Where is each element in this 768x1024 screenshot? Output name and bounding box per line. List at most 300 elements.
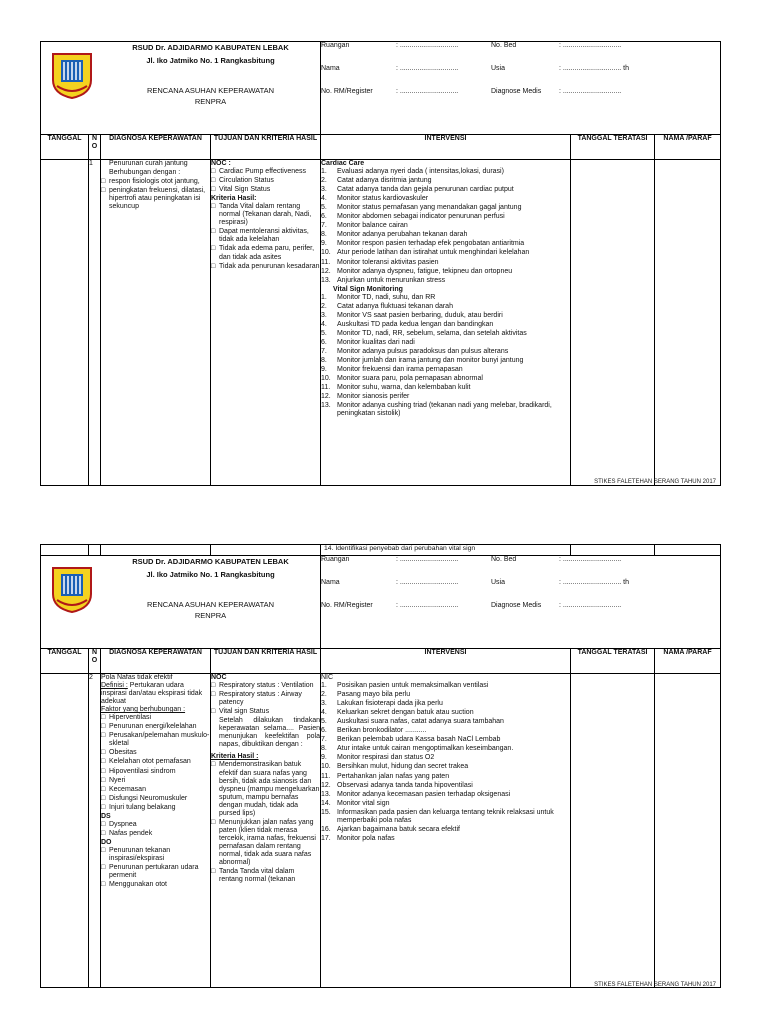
hospital-logo-icon <box>49 50 95 100</box>
nic-item-number: 11. <box>321 772 331 780</box>
cardiac-care-item-text: Monitor status kardiovaskuler <box>337 195 429 203</box>
rm-field[interactable]: : .............................. <box>396 602 459 609</box>
nic-item <box>321 709 570 717</box>
vital-sign-item-number: 1. <box>321 293 327 301</box>
cardiac-care-item <box>321 222 570 230</box>
cardiac-care-item <box>321 268 570 276</box>
checkbox-icon: □ <box>101 864 106 872</box>
cardiac-care-item-text: Atur periode latihan dan istirahat untuk menghindari kelelahan <box>337 249 530 257</box>
checkbox-icon: □ <box>101 749 106 757</box>
vital-sign-item <box>321 384 570 392</box>
noc-item-text: Cardiac Pump effectiveness <box>219 168 307 176</box>
nic-item-text: Monitor pola nafas <box>337 834 395 842</box>
vital-sign-item <box>321 357 570 365</box>
diagnosa-item-text: peningkatan frekuensi, dilatasi, hipertrofi atau peningkatan isi sekuncup <box>109 187 206 211</box>
checkbox-icon: □ <box>101 767 106 775</box>
do-item <box>101 847 210 863</box>
cardiac-care-item <box>321 277 570 285</box>
definisi-label: Definisi : <box>101 682 128 690</box>
faktor-item-text: Obesitas <box>109 749 137 757</box>
patient-info <box>321 42 721 135</box>
nic-item-number: 16. <box>321 825 331 833</box>
diagnosa-item <box>101 187 210 211</box>
noc-item-text: Respiratory status : Ventilation <box>219 682 314 690</box>
cardiac-care-item-number: 1. <box>321 168 327 176</box>
cardiac-care-item-number: 12. <box>321 267 331 275</box>
nic-item <box>321 718 570 726</box>
cardiac-care-item-text: Monitor balance cairan <box>337 222 408 230</box>
checkbox-icon: □ <box>211 203 216 211</box>
do-label: DO <box>101 838 112 846</box>
col-diagnosa: DIAGNOSA KEPERAWATAN <box>101 649 211 674</box>
col-diagnosa: DIAGNOSA KEPERAWATAN <box>101 135 211 160</box>
cell-no: 1 <box>89 160 101 486</box>
ruangan-label: Ruangan <box>321 42 350 49</box>
checkbox-icon: □ <box>101 846 106 854</box>
faktor-item-text: Injuri tulang belakang <box>109 803 176 811</box>
footer-2: STIKES FALETEHAN SERANG TAHUN 2017 <box>594 982 716 988</box>
checkbox-icon: □ <box>211 177 216 185</box>
bed-label: No. Bed <box>491 42 517 49</box>
bed-field[interactable]: : .............................. <box>559 42 622 49</box>
diagnosa-item <box>101 169 210 177</box>
nic-title: NIC <box>321 674 334 681</box>
cell-intervensi <box>321 160 571 486</box>
carry-cell-1 <box>41 545 89 556</box>
kriteria-item <box>211 761 320 817</box>
noc-item <box>211 177 320 185</box>
col-no: N O <box>89 135 101 160</box>
cardiac-care-item <box>321 195 570 203</box>
faktor-item-text: Hiperventilasi <box>109 714 152 722</box>
vital-sign-item-text: Monitor adanya cushing triad (tekanan nadi yang melebar, bradikardi, peningkatan sistolik) <box>337 402 552 418</box>
nic-item <box>321 736 570 744</box>
cardiac-care-item-number: 8. <box>321 231 327 239</box>
hospital-name: RSUD Dr. ADJIDARMO KABUPATEN LEBAK <box>132 557 289 566</box>
cell-tanggal-teratasi[interactable] <box>571 160 655 486</box>
diagnose-label: Diagnose Medis <box>491 88 542 95</box>
col-tanggal-teratasi: TANGGAL TERATASI <box>571 135 655 160</box>
hospital-logo-icon <box>49 564 95 614</box>
usia-label: Usia <box>491 65 506 72</box>
faktor-item <box>101 749 210 757</box>
vital-sign-item <box>321 294 570 302</box>
nic-item-text: Pertahankan jalan nafas yang paten <box>337 772 450 780</box>
faktor-item <box>101 804 210 812</box>
faktor-item-text: Disfungsi Neuromuskuler <box>109 794 188 802</box>
faktor-item <box>101 777 210 785</box>
faktor-label: Faktor yang berhubungan : <box>101 706 186 714</box>
noc-item <box>211 186 320 194</box>
vital-sign-item-text: Monitor VS saat pasien berbaring, duduk, atau berdiri <box>337 311 503 319</box>
cell-tujuan <box>211 160 321 486</box>
nic-item-text: Auskultasi suara nafas, catat adanya suara tambahan <box>337 718 504 726</box>
kriteria-item <box>211 819 320 867</box>
carry-cell-2 <box>89 545 101 556</box>
nic-item-text: Keluarkan sekret dengan batuk atau suction <box>337 709 474 717</box>
faktor-item-text: Kelelahan otot pernafasan <box>109 758 191 766</box>
cardiac-care-item-text: Monitor toleransi aktivitas pasien <box>337 258 439 266</box>
nic-item-text: Monitor respirasi dan status O2 <box>337 754 435 762</box>
vital-sign-item-text: Monitor suhu, warna, dan kelembaban kulit <box>337 384 471 392</box>
ruangan-field[interactable]: : .............................. <box>396 556 459 563</box>
vital-sign-item-number: 6. <box>321 338 327 346</box>
col-tanggal: TANGGAL <box>41 649 89 674</box>
cell-intervensi <box>321 674 571 988</box>
cell-tanggal[interactable] <box>41 160 89 486</box>
faktor-item-text: Hipoventilasi sindrom <box>109 767 176 775</box>
cardiac-care-item-number: 2. <box>321 177 327 185</box>
col-no: N O <box>89 649 101 674</box>
ds-item-text: Nafas pendek <box>109 829 153 837</box>
vital-sign-item <box>321 330 570 338</box>
checkbox-icon: □ <box>211 691 216 699</box>
vital-sign-item-text: Catat adanya fluktuasi tekanan darah <box>337 302 453 310</box>
nic-item-text: Observasi adanya tanda tanda hipoventilasi <box>337 781 473 789</box>
cell-diagnosa <box>101 674 211 988</box>
carry-cell-7 <box>655 545 721 556</box>
cardiac-care-item-number: 9. <box>321 240 327 248</box>
vital-sign-item-number: 3. <box>321 311 327 319</box>
nic-item-text: Berikan pelembab udara Kassa basah NaCl Lembab <box>337 736 501 744</box>
nic-item <box>321 809 570 825</box>
vital-sign-item <box>321 321 570 329</box>
kriteria-title: Kriteria Hasil : <box>211 753 259 761</box>
ds-item <box>101 830 210 838</box>
usia-field[interactable]: : .............................. th <box>559 65 630 72</box>
checkbox-icon <box>101 169 109 177</box>
checkbox-icon: □ <box>101 714 106 722</box>
diagnosa-item <box>101 160 210 168</box>
vital-sign-item <box>321 339 570 347</box>
nic-item <box>321 691 570 699</box>
nic-item-text: Bersihkan mulut, hidung dan secret trakea <box>337 763 469 771</box>
cardiac-care-item-text: Monitor adanya dyspneu, fatigue, tekipneu dan ortopneu <box>337 267 513 275</box>
vital-sign-item <box>321 393 570 401</box>
vital-sign-item-text: Monitor frekuensi dan irama pernapasan <box>337 366 463 374</box>
form-sheet-2 <box>40 544 720 988</box>
cardiac-care-item-number: 5. <box>321 204 327 212</box>
doc-title-2: RENPRA <box>194 611 227 620</box>
cardiac-care-item <box>321 168 570 176</box>
cardiac-care-item-text: Catat adanya disritmia jantung <box>337 177 432 185</box>
nic-item <box>321 763 570 771</box>
usia-label: Usia <box>491 579 506 586</box>
doc-title-1: RENCANA ASUHAN KEPERAWATAN <box>146 600 275 609</box>
doc-title-2: RENPRA <box>194 97 227 106</box>
checkbox-icon: □ <box>101 794 106 802</box>
cardiac-care-item-text: Monitor status pernafasan yang menandakan gagal jantung <box>337 204 522 212</box>
nic-item <box>321 791 570 799</box>
col-paraf: NAMA /PARAF <box>655 135 721 160</box>
diagnose-field[interactable]: : .............................. <box>559 88 622 95</box>
faktor-item-text: Penurunan energi/kelelahan <box>109 723 197 731</box>
nama-field[interactable]: : .............................. <box>396 65 459 72</box>
vital-sign-item <box>321 312 570 320</box>
ruangan-field[interactable]: : .............................. <box>396 42 459 49</box>
carry-cell-6 <box>571 545 655 556</box>
nic-item-text: Berikan bronkodilator ........... <box>337 727 427 735</box>
faktor-item <box>101 786 210 794</box>
definisi-text: Pertukaran udara inspirasi dan/atau ekspirasi tidak adekuat <box>101 682 203 706</box>
faktor-item-text: Kecemasan <box>109 785 146 793</box>
checkbox-icon: □ <box>211 228 216 236</box>
noc-item-text: Vital sign Status <box>219 708 270 716</box>
vital-sign-item-text: Monitor TD, nadi, RR, sebelum, selama, dan setelah aktivitas <box>337 329 527 337</box>
diagnosa-title: Pola Nafas tidak efektif <box>101 674 173 681</box>
nic-item-text: Atur intake untuk cairan mengoptimalkan keseimbangan. <box>337 745 514 753</box>
cell-no: 2 <box>89 674 101 988</box>
usia-field[interactable]: : .............................. th <box>559 579 630 586</box>
footer-1: STIKES FALETEHAN SERANG TAHUN 2017 <box>594 479 716 485</box>
form-sheet-1 <box>40 41 720 486</box>
hospital-name: RSUD Dr. ADJIDARMO KABUPATEN LEBAK <box>132 43 289 52</box>
cardiac-care-item <box>321 259 570 267</box>
cardiac-care-item-text: Monitor respon pasien terhadap efek pengobatan antiaritmia <box>337 240 525 248</box>
cardiac-care-item-number: 3. <box>321 186 327 194</box>
nama-field[interactable]: : .............................. <box>396 579 459 586</box>
bed-label: No. Bed <box>491 556 517 563</box>
cardiac-care-item-number: 10. <box>321 249 331 257</box>
noc-title: NOC : <box>211 160 231 167</box>
faktor-item <box>101 795 210 803</box>
vital-sign-item <box>321 402 570 418</box>
kriteria-item-text: Tanda Vital dalam rentang normal (Tekanan darah, Nadi, respirasi) <box>219 203 312 227</box>
vital-sign-item-text: Monitor jumlah dan irama jantung dan monitor bunyi jantung <box>337 357 524 365</box>
carry-cell-4 <box>211 545 321 556</box>
rm-field[interactable]: : .............................. <box>396 88 459 95</box>
cardiac-care-item-number: 11. <box>321 258 331 266</box>
cell-paraf[interactable] <box>655 160 721 486</box>
faktor-item-text: Perusakan/pelemahan muskulo-skletal <box>109 732 210 748</box>
vital-sign-item <box>321 303 570 311</box>
do-item-text: Menggunakan otot <box>109 881 167 889</box>
nic-item-number: 7. <box>321 736 327 744</box>
vital-sign-item-text: Monitor kualitas dari nadi <box>337 338 415 346</box>
nic-item <box>321 745 570 753</box>
hospital-address: Jl. Iko Jatmiko No. 1 Rangkasbitung <box>146 56 275 65</box>
carry-over-item: 14. Identifikasi penyebab dari perubahan vital sign <box>321 545 571 556</box>
cardiac-care-item-number: 7. <box>321 222 327 230</box>
hospital-address: Jl. Iko Jatmiko No. 1 Rangkasbitung <box>146 570 275 579</box>
nic-item-number: 4. <box>321 709 327 717</box>
nic-item-number: 1. <box>321 682 327 690</box>
do-item-text: Penurunan tekanan inspirasi/ekspirasi <box>109 846 171 862</box>
col-tanggal-teratasi: TANGGAL TERATASI <box>571 649 655 674</box>
vital-sign-item <box>321 366 570 374</box>
nic-item <box>321 800 570 808</box>
checkbox-icon: □ <box>211 245 216 253</box>
do-item-text: Penurunan pertukaran udara permenit <box>109 864 199 880</box>
checkbox-icon <box>101 160 109 168</box>
noc-item <box>211 682 320 690</box>
ds-label: DS <box>101 812 111 820</box>
nic-item-number: 13. <box>321 790 331 798</box>
kriteria-item <box>211 868 320 884</box>
cardiac-care-item <box>321 249 570 257</box>
cardiac-care-item-text: Anjurkan untuk menurunkan stress <box>337 276 446 284</box>
nic-item-number: 17. <box>321 834 331 842</box>
diagnosa-item-text: Penurunan curah jantung <box>109 160 188 167</box>
rm-label: No. RM/Register <box>321 602 373 609</box>
nic-item <box>321 682 570 690</box>
cardiac-care-item-number: 13. <box>321 276 331 284</box>
vital-sign-item <box>321 348 570 356</box>
ruangan-label: Ruangan <box>321 556 350 563</box>
rm-label: No. RM/Register <box>321 88 373 95</box>
checkbox-icon: □ <box>101 829 106 837</box>
vital-sign-item-number: 13. <box>321 402 331 410</box>
vital-sign-title: Vital Sign Monitoring <box>333 285 403 293</box>
checkbox-icon: □ <box>211 818 216 826</box>
vital-sign-item-text: Monitor adanya pulsus paradoksus dan pulsus alterans <box>337 347 509 355</box>
nic-item-number: 3. <box>321 700 327 708</box>
noc-item-text: Respiratory status : Airway patency <box>219 691 302 707</box>
nic-item-number: 5. <box>321 718 327 726</box>
col-tanggal: TANGGAL <box>41 135 89 160</box>
hospital-header <box>41 556 321 649</box>
tujuan-desc: Setelah dilakukan tindakan keperawatan selama.... Pasien menunjukan keefektifan pola napas, dibuktikan dengan : <box>219 717 320 749</box>
vital-sign-item-number: 12. <box>321 393 331 401</box>
checkbox-icon: □ <box>101 187 106 195</box>
cell-tujuan <box>211 674 321 988</box>
vital-sign-item-number: 11. <box>321 384 331 392</box>
diagnosa-item <box>101 178 210 186</box>
nic-item-text: Pasang mayo bila perlu <box>337 691 411 699</box>
cardiac-care-item-text: Catat adanya tanda dan gejala penurunan cardiac putput <box>337 186 514 194</box>
nic-item-number: 12. <box>321 781 331 789</box>
nic-item <box>321 782 570 790</box>
col-paraf: NAMA /PARAF <box>655 649 721 674</box>
cardiac-care-item <box>321 204 570 212</box>
doc-title-1: RENCANA ASUHAN KEPERAWATAN <box>146 86 275 95</box>
checkbox-icon: □ <box>211 761 216 769</box>
nic-item <box>321 700 570 708</box>
nama-label: Nama <box>321 579 340 586</box>
kriteria-item-text: Tanda Tanda vital dalam rentang normal (tekanan <box>219 868 296 884</box>
checkbox-icon: □ <box>211 186 216 194</box>
kriteria-item <box>211 228 320 244</box>
nic-item-number: 15. <box>321 808 331 816</box>
vital-sign-item-text: Monitor TD, nadi, suhu, dan RR <box>337 293 436 301</box>
vital-sign-item-text: Auskultasi TD pada kedua lengan dan bandingkan <box>337 320 494 328</box>
vital-sign-item-number: 5. <box>321 329 327 337</box>
checkbox-icon: □ <box>101 776 106 784</box>
vital-sign-item-number: 8. <box>321 357 327 365</box>
nic-item-text: Monitor vital sign <box>337 799 390 807</box>
nic-item-text: Informasikan pada pasien dan keluarga tentang teknik relaksasi untuk memperbaiki pola nafas <box>337 808 554 824</box>
nic-item-text: Lakukan fisioterapi dada jika perlu <box>337 700 443 708</box>
nic-item-text: Ajarkan bagaimana batuk secara efektif <box>337 825 460 833</box>
nic-item <box>321 835 570 843</box>
checkbox-icon: □ <box>101 820 106 828</box>
vital-sign-item-number: 9. <box>321 366 327 374</box>
cell-paraf[interactable] <box>655 674 721 988</box>
kriteria-item-text: Menunjukkan jalan nafas yang paten (klien tidak merasa tercekik, irama nafas, frekuensi pernafasan dalam rentang normal, tidak ada suara nafas abnormal) <box>219 818 316 867</box>
col-intervensi: INTERVENSI <box>321 649 571 674</box>
col-tujuan: TUJUAN DAN KRITERIA HASIL <box>211 135 321 160</box>
faktor-item <box>101 723 210 731</box>
patient-info <box>321 556 721 649</box>
kriteria-item <box>211 245 320 261</box>
nic-item <box>321 754 570 762</box>
vital-sign-item <box>321 375 570 383</box>
vital-sign-item-text: Monitor sianosis perifer <box>337 393 410 401</box>
checkbox-icon: □ <box>101 803 106 811</box>
bed-field[interactable]: : .............................. <box>559 556 622 563</box>
nic-item-number: 6. <box>321 727 327 735</box>
faktor-item <box>101 768 210 776</box>
diagnosa-item-text: respon fisiologis otot jantung, <box>109 178 200 186</box>
cell-diagnosa <box>101 160 211 486</box>
nic-item-number: 8. <box>321 745 327 753</box>
kriteria-item-text: Dapat mentoleransi aktivitas, tidak ada kelelahan <box>219 228 309 244</box>
checkbox-icon: □ <box>101 785 106 793</box>
vital-sign-item-number: 7. <box>321 347 327 355</box>
kriteria-item-text: Tidak ada edema paru, perifer, dan tidak ada asites <box>219 245 315 261</box>
cardiac-care-item <box>321 231 570 239</box>
cell-tanggal-teratasi[interactable] <box>571 674 655 988</box>
kriteria-title: Kriteria Hasil: <box>211 195 257 203</box>
checkbox-icon: □ <box>101 723 106 731</box>
cardiac-care-item <box>321 186 570 194</box>
nic-item <box>321 826 570 834</box>
nama-label: Nama <box>321 65 340 72</box>
noc-item <box>211 168 320 176</box>
checkbox-icon: □ <box>101 758 106 766</box>
checkbox-icon: □ <box>101 178 106 186</box>
noc-item <box>211 691 320 707</box>
cardiac-care-item-number: 4. <box>321 195 327 203</box>
cardiac-care-item <box>321 213 570 221</box>
vital-sign-item-number: 4. <box>321 320 327 328</box>
checkbox-icon: □ <box>211 262 216 270</box>
cardiac-care-item-number: 6. <box>321 213 327 221</box>
ds-item-text: Dyspnea <box>109 820 137 828</box>
kriteria-item <box>211 203 320 227</box>
noc-item-text: Circulation Status <box>219 177 274 185</box>
faktor-item <box>101 732 210 748</box>
noc-title: NOC <box>211 674 227 681</box>
noc-item-text: Vital Sign Status <box>219 186 271 194</box>
kriteria-item-text: Tidak ada penurunan kesadaran <box>219 262 320 270</box>
col-intervensi: INTERVENSI <box>321 135 571 160</box>
cardiac-care-item-text: Evaluasi adanya nyeri dada ( intensitas,lokasi, durasi) <box>337 168 504 176</box>
checkbox-icon: □ <box>211 682 216 690</box>
do-item <box>101 881 210 889</box>
ds-item <box>101 821 210 829</box>
cardiac-care-item <box>321 240 570 248</box>
diagnose-label: Diagnose Medis <box>491 602 542 609</box>
diagnosa-item-text: Berhubungan dengan : <box>109 169 181 177</box>
do-item <box>101 864 210 880</box>
hospital-header <box>41 42 321 135</box>
kriteria-item-text: Mendemonstrasikan batuk efektif dan suara nafas yang bersih, tidak ada sianosis dan dyspneu (mampu mengeluarkan sputum, mampu bernafas dengan mudah, tidak ada pursed lips) <box>219 761 320 817</box>
nic-item-text: Posisikan pasien untuk memaksimalkan ventilasi <box>337 682 489 690</box>
nic-item <box>321 773 570 781</box>
faktor-item-text: Nyeri <box>109 776 126 784</box>
cardiac-care-item <box>321 177 570 185</box>
nic-item-number: 10. <box>321 763 331 771</box>
checkbox-icon: □ <box>211 168 216 176</box>
cell-tanggal[interactable] <box>41 674 89 988</box>
nic-item-number: 2. <box>321 691 327 699</box>
col-tujuan: TUJUAN DAN KRITERIA HASIL <box>211 649 321 674</box>
nic-item-number: 9. <box>321 754 327 762</box>
diagnose-field[interactable]: : .............................. <box>559 602 622 609</box>
vital-sign-item-text: Monitor suara paru, pola pernapasan abnormal <box>337 375 483 383</box>
vital-sign-item-number: 2. <box>321 302 327 310</box>
